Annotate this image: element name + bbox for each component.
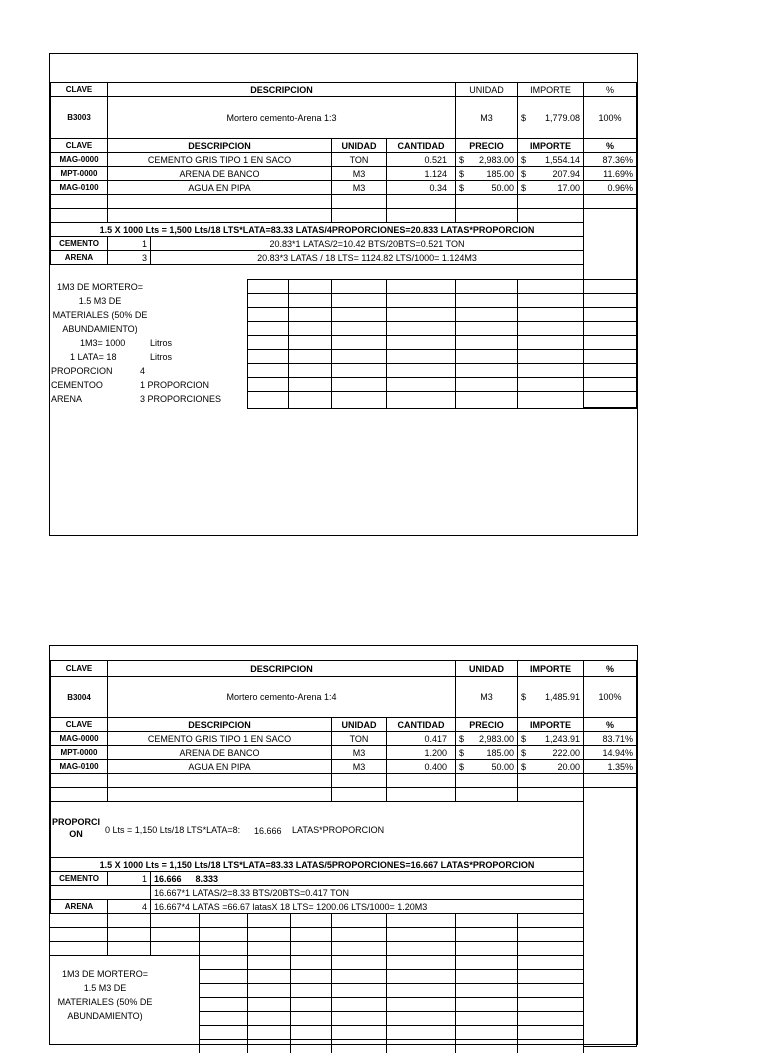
arena-calculation: 16.667*4 LATAS =66.67 latasX 18 LTS= 1200.06 LTS/1000= 1.20M3 [150, 899, 584, 914]
col-descripcion-header: DESCRIPCION [107, 82, 456, 97]
empty-cell [50, 194, 108, 209]
table-row-unidad: M3 [331, 745, 387, 760]
table-row-importe: $ 17.00 [517, 180, 584, 195]
empty-cell [331, 787, 387, 802]
table-row-pct: 1.35% [583, 759, 637, 774]
table-row-pct: 11.69% [583, 166, 637, 181]
detail-unidad-header: UNIDAD [331, 138, 387, 153]
cost-sheet-b3004 [49, 645, 638, 1045]
notes-arena-value: 3 PROPORCIONES [140, 394, 222, 404]
notes-proporcion: PROPORCION [51, 366, 113, 376]
table-row-clave: MAG-0100 [50, 180, 108, 195]
table-row-importe: $ 1,554.14 [517, 152, 584, 167]
arena-proportion: 3 [107, 250, 151, 265]
item-importe: $ 1,485.91 [517, 676, 584, 718]
detail-unidad-header: UNIDAD [331, 717, 387, 732]
empty-cell [517, 773, 584, 788]
detail-clave-header: CLAVE [50, 138, 108, 153]
notes-cemento-value: 1 PROPORCION [140, 380, 210, 390]
empty-cell [50, 787, 108, 802]
table-row-unidad: TON [331, 731, 387, 746]
table-row-precio: $ 50.00 [455, 180, 518, 195]
notes-proporcion-value: 4 [140, 366, 146, 376]
empty-cell [583, 773, 637, 788]
detail-clave-header: CLAVE [50, 717, 108, 732]
table-row-pct: 0.96% [583, 180, 637, 195]
table-row-precio: $ 50.00 [455, 759, 518, 774]
item-descripcion: Mortero cemento-Arena 1:3 [107, 96, 456, 139]
cemento-proportion: 1 [107, 236, 151, 251]
arena-proportion: 4 [107, 899, 151, 914]
item-pct: 100% [583, 676, 637, 718]
empty-cell [331, 194, 387, 209]
proporcion-tail: LATAS*PROPORCION [292, 825, 385, 835]
table-row-cantidad: 0.34 [386, 180, 456, 195]
empty-cell [455, 208, 518, 223]
table-row-cantidad: 0.417 [386, 731, 456, 746]
table-row-precio: $ 2,983.00 [455, 731, 518, 746]
table-row-descripcion: CEMENTO GRIS TIPO 1 EN SACO [107, 152, 332, 167]
col-importe-header: IMPORTE [517, 660, 584, 677]
cost-sheet-b3003 [49, 53, 638, 536]
table-row-descripcion: ARENA DE BANCO [107, 166, 332, 181]
item-clave: B3004 [50, 676, 108, 718]
arena-label: ARENA [50, 899, 108, 914]
cemento-proportion: 1 [107, 871, 151, 886]
detail-precio-header: PRECIO [455, 138, 518, 153]
col-unidad-header: UNIDAD [455, 660, 518, 677]
empty-cell [386, 787, 456, 802]
table-row-clave: MPT-0000 [50, 745, 108, 760]
item-pct: 100% [583, 96, 637, 139]
detail-pct-header: % [583, 138, 637, 153]
table-row-pct: 14.94% [583, 745, 637, 760]
empty-cell [386, 208, 456, 223]
empty-cell [455, 194, 518, 209]
detail-pct-header: % [583, 717, 637, 732]
table-row-importe: $ 207.94 [517, 166, 584, 181]
table-row-unidad: TON [331, 152, 387, 167]
table-row-unidad: M3 [331, 759, 387, 774]
empty-cell [517, 194, 584, 209]
col-unidad-header: UNIDAD [455, 82, 518, 97]
table-row-descripcion: CEMENTO GRIS TIPO 1 EN SACO [107, 731, 332, 746]
empty-cell [107, 194, 332, 209]
notes-mortero: 1M3 DE MORTERO= 1.5 M3 DE MATERIALES (50% DE ABUNDAMIENTO) [52, 282, 148, 334]
detail-descripcion-header: DESCRIPCION [107, 717, 332, 732]
detail-importe-header: IMPORTE [517, 717, 584, 732]
empty-cell [331, 208, 387, 223]
col-clave-header: CLAVE [50, 82, 108, 97]
empty-cell [107, 208, 332, 223]
item-importe: $ 1,779.08 [517, 96, 584, 139]
table-row-descripcion: ARENA DE BANCO [107, 745, 332, 760]
notes-lata-unit: Litros [150, 352, 173, 362]
col-clave-header: CLAVE [50, 660, 108, 677]
cemento-calculation: 16.667*1 LATAS/2=8.33 BTS/20BTS=0.417 TON [150, 885, 584, 900]
table-row-cantidad: 0.521 [386, 152, 456, 167]
table-row-importe: $ 1,243.91 [517, 731, 584, 746]
notes-arena: ARENA [51, 394, 83, 404]
empty-cell [455, 773, 518, 788]
empty-cell [517, 787, 584, 802]
col-pct-header: % [583, 82, 637, 97]
notes-mortero: 1M3 DE MORTERO= 1.5 M3 DE MATERIALES (50% DE ABUNDAMIENTO) [57, 969, 153, 1021]
empty-cell [50, 208, 108, 223]
table-row-descripcion: AGUA EN PIPA [107, 759, 332, 774]
cemento-label: CEMENTO [50, 871, 108, 886]
col-importe-header: IMPORTE [517, 82, 584, 97]
cemento-calculation: 20.83*1 LATAS/2=10.42 BTS/20BTS=0.521 TON [150, 236, 584, 251]
empty-cell [50, 885, 151, 900]
table-row-unidad: M3 [331, 166, 387, 181]
cemento-values: 16.666 8.333 [150, 871, 584, 886]
detail-descripcion-header: DESCRIPCION [107, 138, 332, 153]
table-row-clave: MPT-0000 [50, 166, 108, 181]
detail-cantidad-header: CANTIDAD [386, 717, 456, 732]
empty-cell [517, 208, 584, 223]
table-row-unidad: M3 [331, 180, 387, 195]
table-row-cantidad: 1.124 [386, 166, 456, 181]
table-row-clave: MAG-0000 [50, 152, 108, 167]
col-pct-header: % [583, 660, 637, 677]
empty-cell [107, 773, 332, 788]
arena-label: ARENA [50, 250, 108, 265]
table-row-importe: $ 20.00 [517, 759, 584, 774]
notes-m3-unit: Litros [150, 338, 173, 348]
arena-calculation: 20.83*3 LATAS / 18 LTS= 1124.82 LTS/1000= 1.124M3 [150, 250, 584, 265]
formula-text: 1.5 X 1000 Lts = 1,150 Lts/18 LTS*LATA=83.33 LATAS/5PROPORCIONES=16.667 LATAS*PROPORCION [50, 857, 584, 872]
col-descripcion-header: DESCRIPCION [107, 660, 456, 677]
proporcion-text: 0 Lts = 1,150 Lts/18 LTS*LATA=8: [105, 825, 241, 835]
table-row-precio: $ 185.00 [455, 745, 518, 760]
empty-cell [50, 773, 108, 788]
table-row-precio: $ 2,983.00 [455, 152, 518, 167]
table-row-cantidad: 0.400 [386, 759, 456, 774]
detail-cantidad-header: CANTIDAD [386, 138, 456, 153]
table-row-cantidad: 1.200 [386, 745, 456, 760]
table-row-importe: $ 222.00 [517, 745, 584, 760]
empty-cell [331, 773, 387, 788]
table-row-descripcion: AGUA EN PIPA [107, 180, 332, 195]
empty-cell [386, 773, 456, 788]
detail-importe-header: IMPORTE [517, 138, 584, 153]
notes-m3: 1M3= 1000 [80, 338, 126, 348]
item-unidad: M3 [455, 96, 518, 139]
item-clave: B3003 [50, 96, 108, 139]
table-row-clave: MAG-0000 [50, 731, 108, 746]
proporcion-label: PROPORCION [51, 817, 100, 839]
empty-cell [455, 787, 518, 802]
notes-lata: 1 LATA= 18 [70, 352, 117, 362]
formula-text: 1.5 X 1000 Lts = 1,500 Lts/18 LTS*LATA=83.33 LATAS/4PROPORCIONES=20.833 LATAS*PROPORCION [50, 222, 584, 237]
item-unidad: M3 [455, 676, 518, 718]
empty-cell [107, 787, 332, 802]
table-row-clave: MAG-0100 [50, 759, 108, 774]
table-row-pct: 87.36% [583, 152, 637, 167]
item-descripcion: Mortero cemento-Arena 1:4 [107, 676, 456, 718]
table-row-precio: $ 185.00 [455, 166, 518, 181]
empty-cell [386, 194, 456, 209]
empty-cell [583, 194, 637, 209]
table-row-pct: 83.71% [583, 731, 637, 746]
detail-precio-header: PRECIO [455, 717, 518, 732]
notes-cemento: CEMENTOO [51, 380, 103, 390]
grid-lines [247, 279, 638, 408]
proporcion-value: 16.666 [254, 826, 282, 836]
cemento-label: CEMENTO [50, 236, 108, 251]
empty-grid [247, 279, 638, 409]
